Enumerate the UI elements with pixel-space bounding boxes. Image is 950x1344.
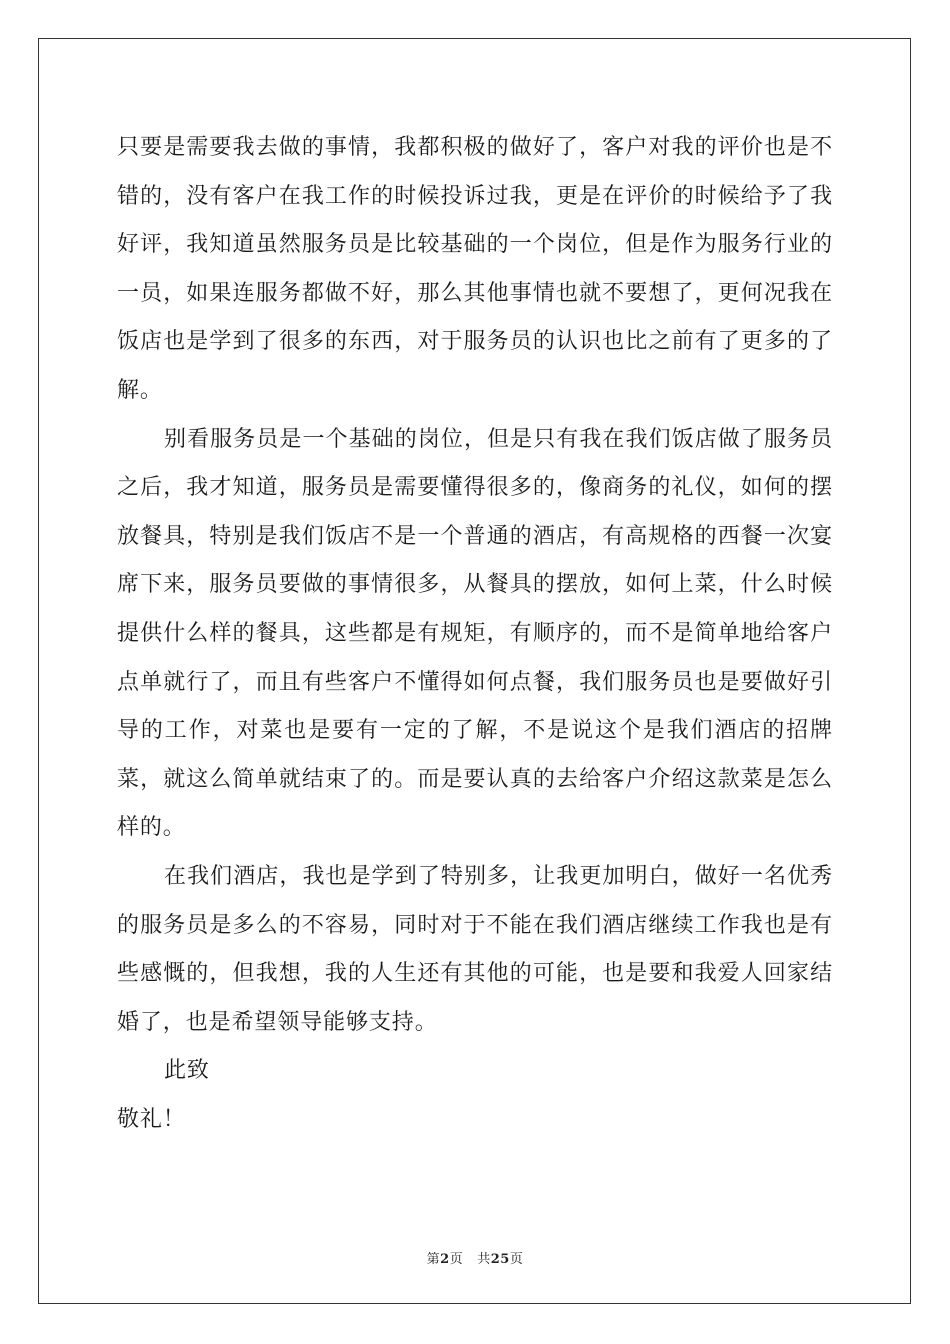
page-footer	[0, 1248, 950, 1267]
paragraph-continued: 只要是需要我去做的事情，我都积极的做好了，客户对我的评价也是不错的，没有客户在我工作的时候投诉过我，更是在评价的时候给予了我好评，我知道虽然服务员是比较基础的一个岗位，但是作为服务行业的一员，如果连服务都做不好，那么其他事情也就不要想了，更何况我在饭店也是学到了很多的东西，对于服务员的认识也比之前有了更多的了解。	[117, 135, 833, 403]
salutation: 敬礼！	[117, 1106, 186, 1132]
letter-body	[117, 124, 833, 1144]
current-page-number: 2	[440, 1252, 450, 1267]
paragraph-reflection: 在我们酒店，我也是学到了特别多，让我更加明白，做好一名优秀的服务员是多么的不容易，同时对于不能在我们酒店继续工作我也是有些感慨的，但我想，我的人生还有其他的可能，也是要和我爱人回家结婚了，也是希望领导能够支持。	[117, 863, 833, 1035]
total-suffix: 页	[509, 1252, 524, 1267]
total-page-count: 25	[490, 1252, 510, 1267]
closing-phrase: 此致	[164, 1058, 210, 1084]
total-prefix: 共	[477, 1252, 491, 1267]
paragraph-waiter-duties: 别看服务员是一个基础的岗位，但是只有我在我们饭店做了服务员之后，我才知道，服务员是需要懂得很多的，像商务的礼仪，如何的摆放餐具，特别是我们饭店不是一个普通的酒店，有高规格的西餐一次宴席下来，服务员要做的事情很多，从餐具的摆放，如何上菜，什么时候提供什么样的餐具，这些都是有规矩，有顺序的，而不是简单地给客户点单就行了，而且有些客户不懂得如何点餐，我们服务员也是要做好引导的工作，对菜也是要有一定的了解，不是说这个是我们酒店的招牌菜，就这么简单就结束了的。而是要认真的去给客户介绍这款菜是怎么样的。	[117, 426, 833, 841]
page-suffix: 页	[449, 1252, 464, 1267]
page-prefix: 第	[426, 1252, 441, 1267]
